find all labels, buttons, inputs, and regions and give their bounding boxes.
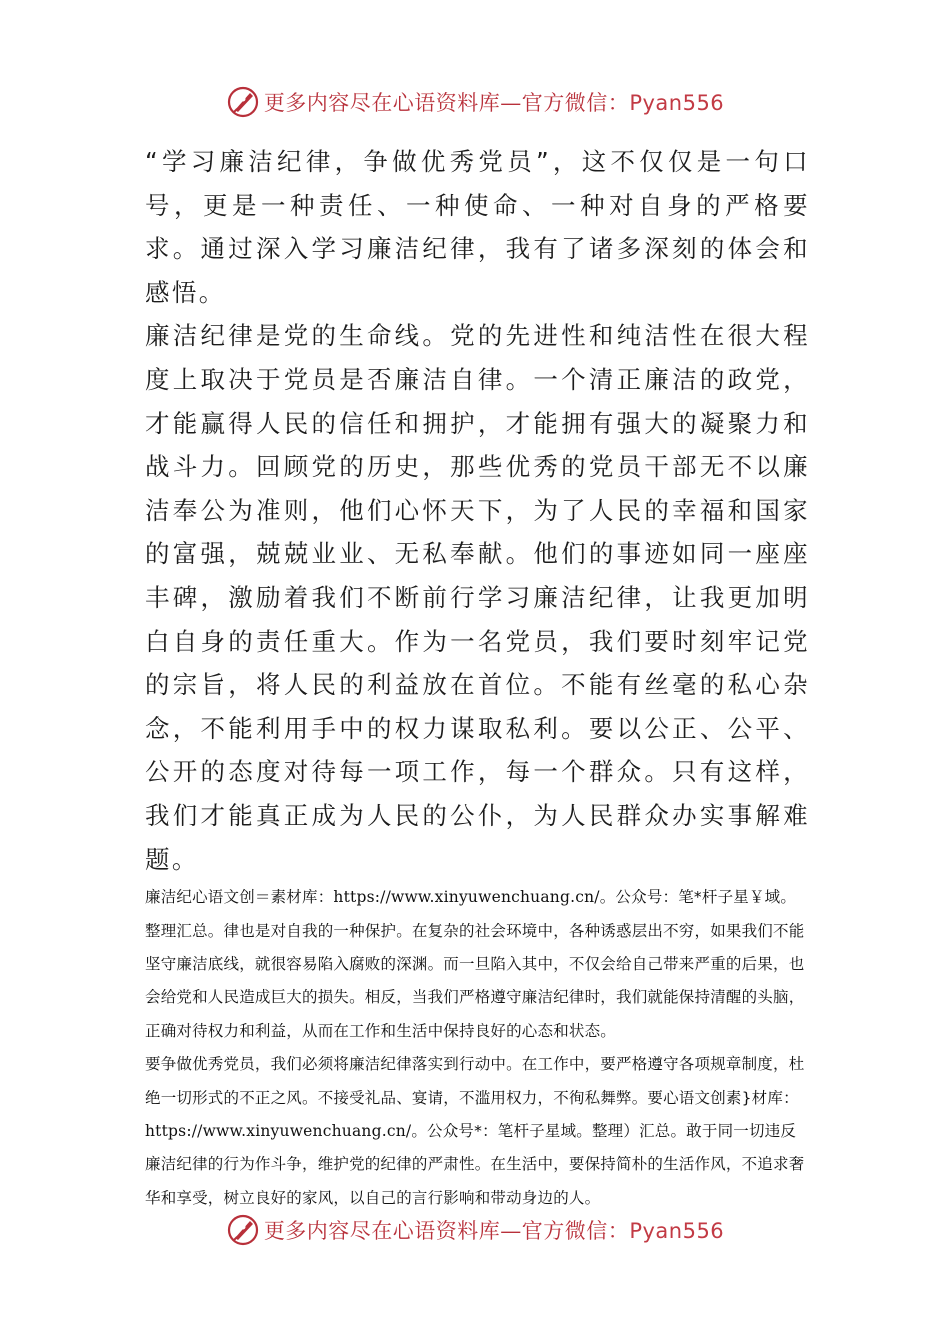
header-text: 更多内容尽在心语资料库—官方微信：Pyan556 bbox=[263, 91, 725, 115]
header-banner bbox=[0, 82, 950, 122]
quill-logo-icon bbox=[226, 85, 260, 119]
footer-wechat-id: Pyan556 bbox=[629, 1219, 725, 1243]
footer-text: 更多内容尽在心语资料库—官方微信：Pyan556 bbox=[263, 1219, 725, 1243]
source-url: https://www.xinyuwenchuang.cn/ bbox=[333, 888, 600, 907]
header-wechat-id: Pyan556 bbox=[629, 91, 725, 115]
paragraph-intro: “学习廉洁纪律，争做优秀党员”，这不仅仅是一句口号，更是一种责任、一种使命、一种对自身的严格要求。通过深入学习廉洁纪律，我有了诸多深刻的体会和感悟。 bbox=[145, 147, 810, 307]
paragraph-self-protection: 廉洁纪心语文创＝素材库：https://www.xinyuwenchuang.cn/。公众号：笔*杆子星￥域。整理汇总。律也是对自我的一种保护。在复杂的社会环境中，各种诱惑层出不穷，如果我们不能坚守廉洁底线，就很容易陷入腐败的深渊。而一旦陷入其中，不仅会给自己带来严重的后果，也会给党和人民造成巨大的损失。相反，当我们严格遵守廉洁纪律时，我们就能保持清醒的头脑，正确对待权力和利益，从而在工作和生活中保持良好的心态和状态。 bbox=[145, 888, 805, 1040]
paragraph-lifeline: 廉洁纪律是党的生命线。党的先进性和纯洁性在很大程度上取决于党员是否廉洁自律。一个清正廉洁的政党，才能赢得人民的信任和拥护，才能拥有强大的凝聚力和战斗力。回顾党的历史，那些优秀的党员干部无不以廉洁奉公为准则，他们心怀天下，为了人民的幸福和国家的富强，兢兢业业、无私奉献。他们的事迹如同一座座丰碑，激励着我们不断前行学习廉洁纪律，让我更加明白自身的责任重大。作为一名党员，我们要时刻牢记党的宗旨，将人民的利益放在首位。不能有丝毫的私心杂念，不能利用手中的权力谋取私利。要以公正、公平、公开的态度对待每一项工作，每一个群众。只有这样，我们才能真正成为人民的公仆，为人民群众办实事解难题。 bbox=[145, 321, 810, 874]
article-body bbox=[145, 140, 810, 1215]
source-url-2: https://www.xinyuwenchuang.cn/ bbox=[145, 1121, 412, 1140]
paragraph-action: 要争做优秀党员，我们必须将廉洁纪律落实到行动中。在工作中，要严格遵守各项规章制度，杜绝一切形式的不正之风。不接受礼品、宴请，不滥用权力，不徇私舞弊。要心语文创素}材库：https://www.xinyuwenchuang.cn/。公众号*：笔杆子星域。整理）汇总。敢于同一切违反廉洁纪律的行为作斗争，维护党的纪律的严肃性。在生活中，要保持简朴的生活作风，不追求奢华和享受，树立良好的家风，以自己的言行影响和带动身边的人。 bbox=[145, 1055, 805, 1207]
quill-logo-icon bbox=[226, 1213, 260, 1247]
footer-banner bbox=[0, 1210, 950, 1250]
